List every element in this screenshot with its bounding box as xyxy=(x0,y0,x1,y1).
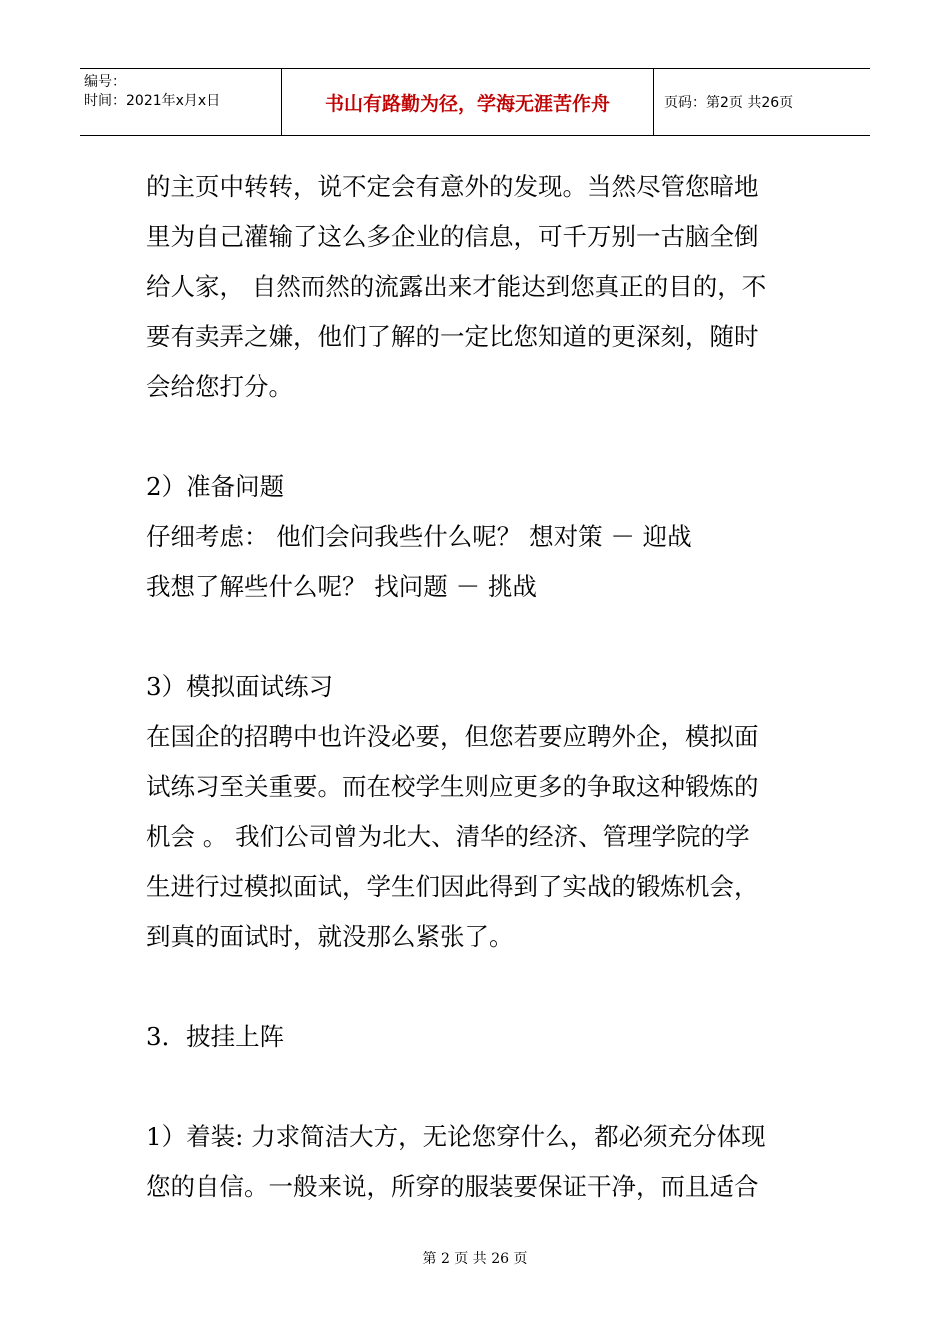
body-line: 1）着装: 力求简洁大方，无论您穿什么，都必须充分体现 xyxy=(146,1122,766,1151)
body-line: 要有卖弄之嫌，他们了解的一定比您知道的更深刻，随时 xyxy=(146,322,759,351)
body-line: 里为自己灌输了这么多企业的信息，可千万别一古脑全倒 xyxy=(146,222,759,251)
body-line: 生进行过模拟面试，学生们因此得到了实战的锻炼机会， xyxy=(146,872,759,901)
header-meta xyxy=(80,69,282,135)
body-line: 我想了解些什么呢？ 找问题 － 挑战 xyxy=(146,572,537,601)
body-line: 您的自信。一般来说，所穿的服装要保证干净，而且适合 xyxy=(146,1172,759,1201)
body-line: 会给您打分。 xyxy=(146,372,293,401)
page-header xyxy=(80,68,870,136)
body-line: 的主页中转转，说不定会有意外的发现。当然尽管您暗地 xyxy=(146,172,759,201)
body-line: 试练习至关重要。而在校学生则应更多的争取这种锻炼的 xyxy=(146,772,759,801)
body-line: 仔细考虑： 他们会问我些什么呢？ 想对策 － 迎战 xyxy=(146,522,692,551)
header-page-info: 页码：第2页 共26页 xyxy=(664,95,794,111)
blank-line xyxy=(146,612,814,662)
page-footer: 第 2 页 共 26 页 xyxy=(422,1251,528,1267)
blank-line xyxy=(146,962,814,1012)
section-heading: 2）准备问题 xyxy=(146,472,285,501)
document-time-label: 时间：2021年x月x日 xyxy=(84,93,221,109)
document-number-label: 编号： xyxy=(84,74,126,90)
header-motto: 书山有路勤为径，学海无涯苦作舟 xyxy=(282,69,654,135)
body-line: 在国企的招聘中也许没必要，但您若要应聘外企，模拟面 xyxy=(146,722,759,751)
blank-line xyxy=(146,412,814,462)
section-heading: 3．披挂上阵 xyxy=(146,1022,285,1051)
blank-line xyxy=(146,1062,814,1112)
section-heading: 3）模拟面试练习 xyxy=(146,672,334,701)
body-line: 机会 。 我们公司曾为北大、清华的经济、管理学院的学 xyxy=(146,822,750,851)
body-line: 给人家， 自然而然的流露出来才能达到您真正的目的，不 xyxy=(146,272,767,301)
body-line: 到真的面试时，就没那么紧张了。 xyxy=(146,922,514,951)
document-body xyxy=(146,162,814,1212)
